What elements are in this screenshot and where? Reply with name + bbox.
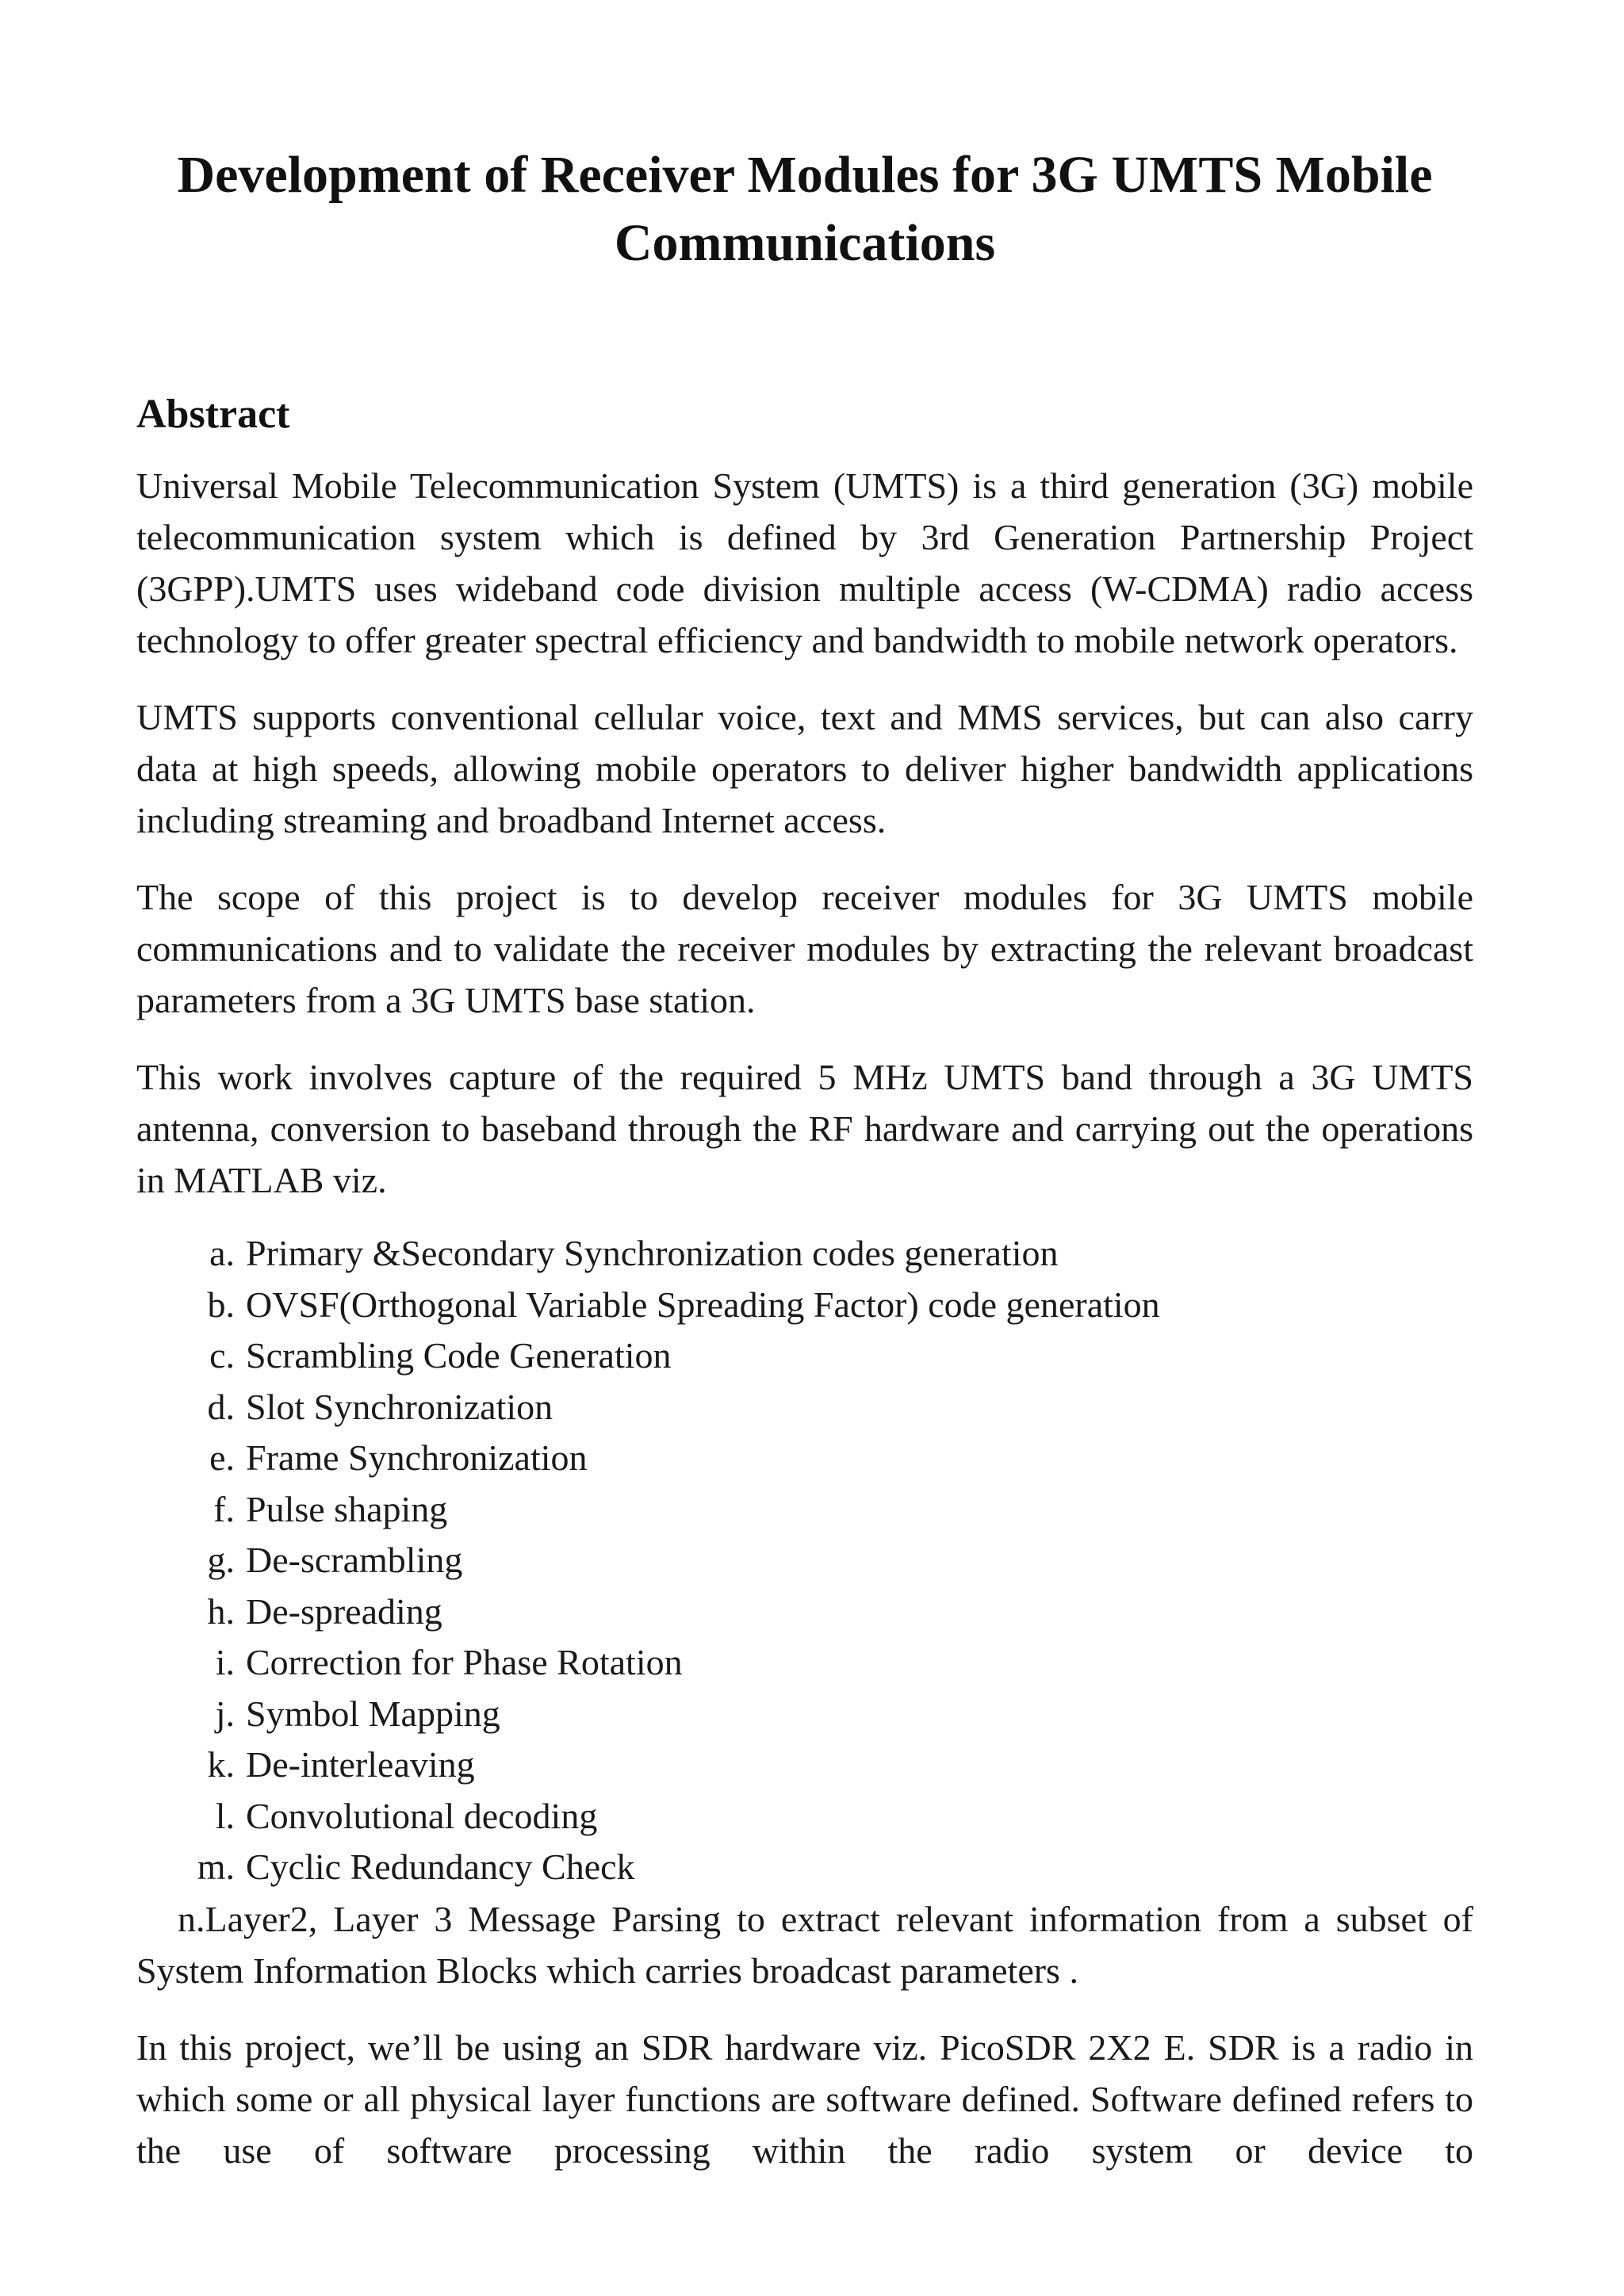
operations-list xyxy=(136,1228,1473,1893)
list-item xyxy=(136,1739,1473,1791)
list-item xyxy=(136,1535,1473,1586)
document-title: Development of Receiver Modules for 3G UMTS Mobile Communications xyxy=(177,146,1433,272)
final-paragraph: In this project, we’ll be using an SDR hardware viz. PicoSDR 2X2 E. SDR is a radio in which some or all physical layer functions are software defined. Software defined refers to the use of software processing within the radio system or device to xyxy=(136,2026,1473,2171)
abstract-paragraph-3: The scope of this project is to develop receiver modules for 3G UMTS mobile communications and to validate the receiver modules by extracting the relevant broadcast parameters from a 3G UMTS base station. xyxy=(136,877,1473,1020)
list-marker: i. xyxy=(215,1642,235,1682)
list-item xyxy=(136,1330,1473,1382)
list-item xyxy=(136,1228,1473,1280)
list-marker: e. xyxy=(209,1437,235,1478)
list-item xyxy=(136,1637,1473,1689)
list-marker: l. xyxy=(215,1795,235,1836)
list-marker: f. xyxy=(213,1488,235,1529)
list-marker: k. xyxy=(207,1744,235,1785)
list-item-n: n.Layer2, Layer 3 Message Parsing to extract relevant information from a subset of System Information Blocks which carries broadcast parameters . xyxy=(136,1898,1473,1991)
list-item-text: OVSF(Orthogonal Variable Spreading Factor) code generation xyxy=(246,1284,1160,1325)
list-item xyxy=(136,1842,1473,1893)
list-item-text: De-interleaving xyxy=(246,1744,475,1785)
list-item-text: De-spreading xyxy=(246,1590,442,1632)
list-item xyxy=(136,1791,1473,1843)
list-item-text: De-scrambling xyxy=(246,1540,463,1580)
list-item xyxy=(136,1280,1473,1331)
list-item xyxy=(136,1689,1473,1740)
document-page xyxy=(136,0,1473,2176)
list-item-text: Scrambling Code Generation xyxy=(246,1335,672,1376)
list-item-text: Slot Synchronization xyxy=(246,1386,553,1427)
list-item-text: Correction for Phase Rotation xyxy=(246,1642,683,1682)
list-item-text: Frame Synchronization xyxy=(246,1437,588,1478)
abstract-paragraph-2: UMTS supports conventional cellular voice, text and MMS services, but can also carry data at high speeds, allowing mobile operators to deliver higher bandwidth applications including streaming and broadband Internet access. xyxy=(136,697,1473,840)
list-marker: j. xyxy=(215,1693,235,1734)
abstract-paragraph-1: Universal Mobile Telecommunication System (UMTS) is a third generation (3G) mobile telecommunication system which is defined by 3rd Generation Partnership Project (3GPP).UMTS uses wideband code division multiple access (W-CDMA) radio access technology to offer greater spectral efficiency and bandwidth to mobile network operators. xyxy=(136,465,1473,660)
list-item xyxy=(136,1382,1473,1433)
list-item-text: Primary &Secondary Synchronization codes generation xyxy=(246,1233,1059,1273)
list-marker: g. xyxy=(207,1540,235,1580)
list-marker: m. xyxy=(197,1846,235,1887)
list-item xyxy=(136,1433,1473,1484)
list-item-text: Cyclic Redundancy Check xyxy=(246,1846,635,1887)
list-marker: b. xyxy=(207,1284,235,1325)
list-marker: c. xyxy=(209,1335,235,1376)
abstract-paragraph-4: This work involves capture of the required 5 MHz UMTS band through a 3G UMTS antenna, conversion to baseband through the RF hardware and carrying out the operations in MATLAB viz. xyxy=(136,1057,1473,1200)
list-marker: a. xyxy=(209,1233,235,1273)
list-marker: h. xyxy=(207,1590,235,1632)
list-marker: d. xyxy=(207,1386,235,1427)
list-item-text: Pulse shaping xyxy=(246,1488,448,1529)
list-item xyxy=(136,1484,1473,1536)
list-item-text: Convolutional decoding xyxy=(246,1795,598,1836)
list-item-text: Symbol Mapping xyxy=(246,1693,500,1734)
abstract-heading: Abstract xyxy=(136,392,290,437)
list-item xyxy=(136,1586,1473,1638)
